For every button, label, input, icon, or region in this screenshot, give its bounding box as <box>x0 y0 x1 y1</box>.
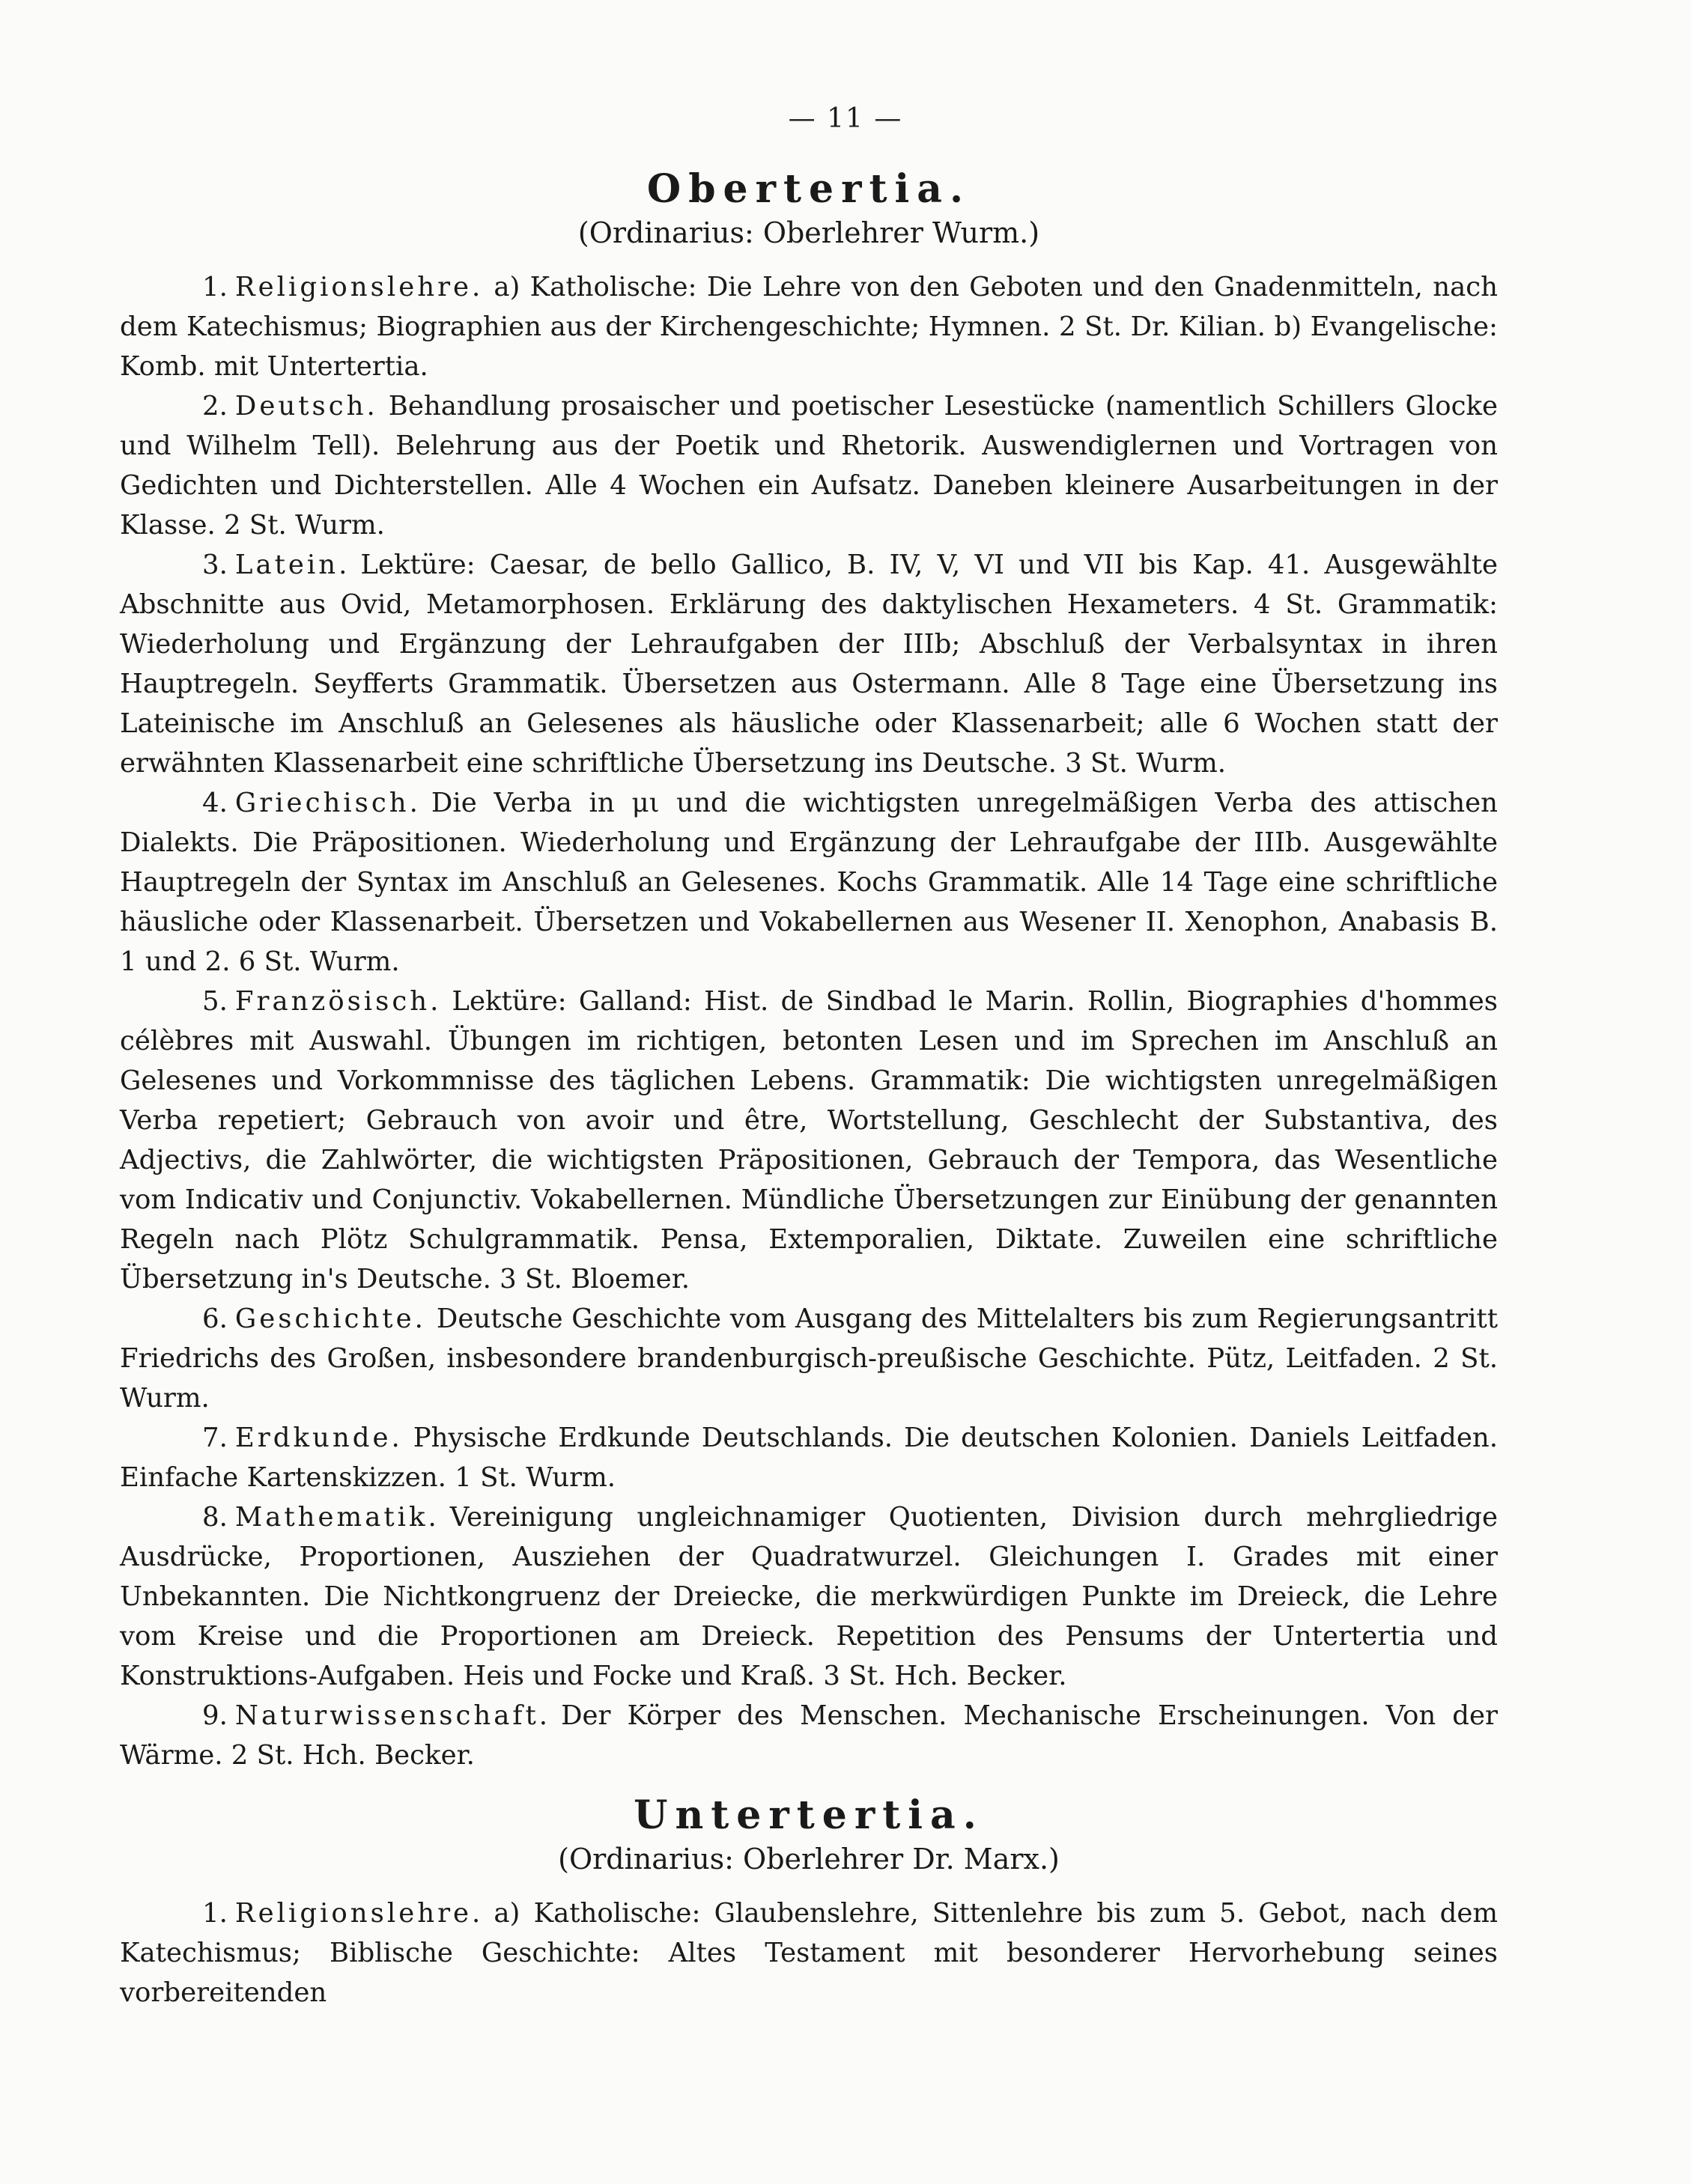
paragraph-text: Physische Erdkunde Deutschlands. Die deutschen Kolonien. Daniels Leitfaden. Einfache Kartenskizzen. 1 St. Wurm. <box>120 1423 1498 1493</box>
paragraph-geschichte <box>120 1299 1498 1418</box>
paragraph-religionslehre <box>120 267 1498 386</box>
paragraph-number: 3. <box>202 550 228 580</box>
paragraph-text: a) Katholische: Glaubenslehre, Sittenlehre bis zum 5. Gebot, nach dem Katechismus; Biblische Geschichte: Altes Testament mit besonderer Hervorhebung seines vorbereitenden <box>120 1898 1498 2008</box>
paragraph-number: 1. <box>202 272 228 302</box>
paragraph-mathematik <box>120 1497 1498 1696</box>
paragraph-subject: Latein. <box>234 550 350 580</box>
paragraph-griechisch <box>120 783 1498 982</box>
paragraph-subject: Griechisch. <box>234 788 421 818</box>
paragraph-subject: Französisch. <box>234 986 442 1017</box>
section-obertertia <box>120 166 1498 1775</box>
paragraph-text: Lektüre: Galland: Hist. de Sindbad le Marin. Rollin, Biographies d'hommes célèbres mit Auswahl. Übungen im richtigen, betonten Lesen und im Sprechen im Anschluß an Gelesenes und Vorkommnisse des täglichen Lebens. Grammatik: Die wichtigsten unregelmäßigen Verba repetiert; Gebrauch von avoir und être, Wortstellung, Geschlecht der Substantiva, des Adjectivs, die Zahlwörter, die wichtigsten Präpositionen, Gebrauch der Tempora, das Wesentliche vom Indicativ und Conjunctiv. Vokabellernen. Mündliche Übersetzungen zur Einübung der genannten Regeln nach Plötz Schulgrammatik. Pensa, Extemporalien, Diktate. Zuweilen eine schriftliche Übersetzung in's Deutsche. 3 St. Bloemer. <box>120 986 1498 1295</box>
paragraph-number: 8. <box>202 1502 228 1533</box>
paragraph-subject: Religionslehre. <box>234 1898 484 1929</box>
paragraph-text: a) Katholische: Die Lehre von den Geboten und den Gnadenmitteln, nach dem Katechismus; Biographien aus der Kirchengeschichte; Hymnen. 2 St. Dr. Kilian. b) Evangelische: Komb. mit Untertertia. <box>120 272 1498 382</box>
section-ordinarius: (Ordinarius: Oberlehrer Dr. Marx.) <box>558 1843 1060 1876</box>
paragraph-number: 5. <box>202 986 228 1017</box>
paragraph-text: Vereinigung ungleichnamiger Quotienten, Division durch mehrgliedrige Ausdrücke, Proportionen, Ausziehen der Quadratwurzel. Gleichungen I. Grades mit einer Unbekannten. Die Nichtkongruenz der Dreiecke, die merkwürdigen Punkte im Dreieck, die Lehre vom Kreise und die Proportionen am Dreieck. Repetition des Pensums der Untertertia und Konstruktions-Aufgaben. Heis und Focke und Kraß. 3 St. Hch. Becker. <box>120 1502 1498 1691</box>
section-title: Untertertia. <box>634 1792 984 1838</box>
paragraph-number: 1. <box>202 1898 228 1929</box>
paragraph-text: Behandlung prosaischer und poetischer Lesestücke (namentlich Schillers Glocke und Wilhelm Tell). Belehrung aus der Poetik und Rhetorik. Auswendiglernen und Vortragen von Gedichten und Dichterstellen. Alle 4 Wochen ein Aufsatz. Daneben kleinere Ausarbeitungen in der Klasse. 2 St. Wurm. <box>120 391 1498 541</box>
paragraph-erdkunde <box>120 1418 1498 1497</box>
paragraph-text: Der Körper des Menschen. Mechanische Erscheinungen. Von der Wärme. 2 St. Hch. Becker. <box>120 1700 1498 1771</box>
paragraph-number: 6. <box>202 1304 228 1334</box>
paragraph-religionslehre <box>120 1893 1498 2013</box>
section-title: Obertertia. <box>646 166 971 212</box>
paragraph-deutsch <box>120 386 1498 545</box>
paragraph-subject: Naturwissenschaft. <box>234 1700 551 1731</box>
paragraph-subject: Religionslehre. <box>234 272 484 302</box>
paragraph-number: 2. <box>202 391 228 422</box>
paragraph-number: 9. <box>202 1700 228 1731</box>
page-number: — 11 — <box>788 103 903 134</box>
paragraph-text: Die Verba in μι und die wichtigsten unregelmäßigen Verba des attischen Dialekts. Die Präpositionen. Wiederholung und Ergänzung der Lehraufgabe der IIIb. Ausgewählte Hauptregeln der Syntax im Anschluß an Gelesenes. Kochs Grammatik. Alle 14 Tage eine schriftliche häusliche oder Klassenarbeit. Übersetzen und Vokabellernen aus Wesener II. Xenophon, Anabasis B. 1 und 2. 6 St. Wurm. <box>120 788 1498 977</box>
section-ordinarius: (Ordinarius: Oberlehrer Wurm.) <box>577 216 1040 249</box>
paragraph-subject: Erdkunde. <box>234 1423 403 1453</box>
paragraph-subject: Geschichte. <box>234 1304 426 1334</box>
section-untertertia <box>120 1788 1498 2013</box>
paragraph-subject: Mathematik. <box>234 1502 440 1533</box>
paragraph-naturwissenschaft <box>120 1696 1498 1775</box>
paragraph-number: 7. <box>202 1423 228 1453</box>
paragraph-text: Lektüre: Caesar, de bello Gallico, B. IV, V, VI und VII bis Kap. 41. Ausgewählte Abschnitte aus Ovid, Metamorphosen. Erklärung des daktylischen Hexameters. 4 St. Grammatik: Wiederholung und Ergänzung der Lehraufgaben der IIIb; Abschluß der Verbalsyntax in ihren Hauptregeln. Seyfferts Grammatik. Übersetzen aus Ostermann. Alle 8 Tage eine Übersetzung ins Lateinische im Anschluß an Gelesenes als häusliche oder Klassenarbeit; alle 6 Wochen statt der erwähnten Klassenarbeit eine schriftliche Übersetzung ins Deutsche. 3 St. Wurm. <box>120 550 1498 779</box>
paragraph-text: Deutsche Geschichte vom Ausgang des Mittelalters bis zum Regierungsantritt Friedrichs des Großen, insbesondere brandenburgisch-preußische Geschichte. Pütz, Leitfaden. 2 St. Wurm. <box>120 1304 1498 1414</box>
paragraph-number: 4. <box>202 788 228 818</box>
paragraph-subject: Deutsch. <box>234 391 378 422</box>
paragraph-franzoesisch <box>120 982 1498 1299</box>
paragraph-latein <box>120 545 1498 783</box>
